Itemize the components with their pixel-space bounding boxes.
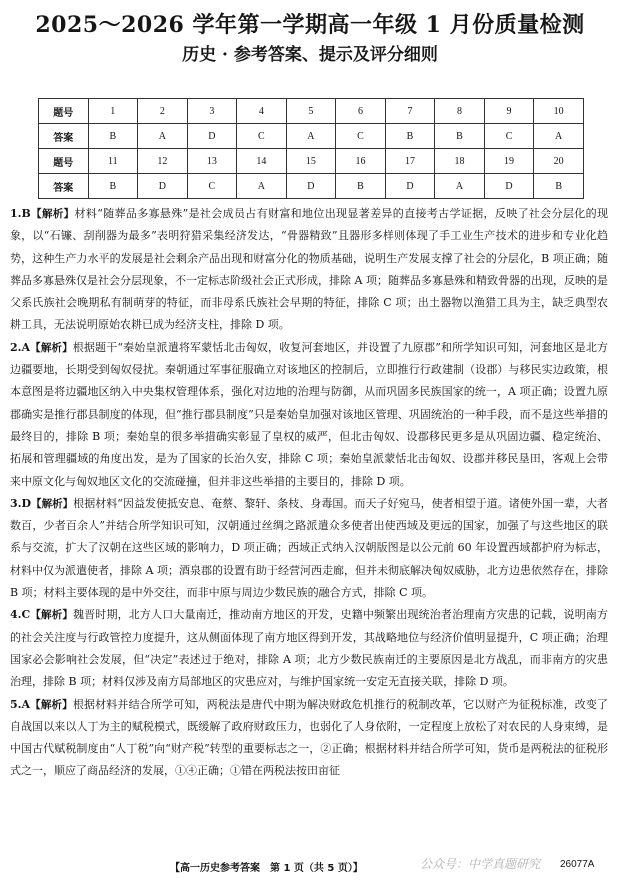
question-head: 5.A: [10, 697, 31, 711]
table-row-answers-1: [39, 124, 584, 149]
answer-cell: C: [484, 124, 534, 149]
row-label-number: 题号: [39, 99, 89, 124]
question-number: 16: [336, 149, 386, 174]
answer-cell: A: [138, 124, 188, 149]
explanation-text: 魏晋时期，北方人口大量南迁，推动南方地区的开发，史籍中频繁出现统治者治理南方灾患的记载，说明南方的社会关注度与行政管控力度提升，这从侧面体现了南方地区得到开发，其战略地位与经济价值明显提升，C 项正确；治理国家必会影响社会发展，但“决定”表述过于绝对，排除 A 项；北方少数民族南迁的主要原因是北方战乱，而非南方的灾患治理，排除 B 项；材料仅涉及南方局部地区的灾患应对，与维护国家统一安定无直接关联，排除 D 项。: [10, 608, 609, 689]
analysis-tag: 【解析】: [30, 341, 73, 354]
table-row-numbers-1: [39, 99, 584, 124]
explanation-text: 根据材料并结合所学可知，两税法是唐代中期为解决财政危机推行的税制改革，它以财产为征税标准，改变了自战国以来以人丁为主的赋税模式，既缓解了政府财政压力，也弱化了人身依附，一定程度上放松了对农民的人身束缚，是中国古代赋税制度由“人丁税”向“财产税”转型的重要标志之一，②正确；根据材料并结合所学可知，货币是两税法的征税形式之一，顺应了商品经济的发展，①④正确；①错在两税法按田亩征: [10, 697, 609, 778]
question-number: 17: [385, 149, 435, 174]
answer-cell: B: [88, 174, 138, 199]
answer-cell: B: [336, 174, 386, 199]
answer-cell: B: [534, 174, 584, 199]
answer-cell: D: [187, 124, 237, 149]
answer-cell: A: [286, 124, 336, 149]
question-number: 2: [138, 99, 188, 124]
question-number: 3: [187, 99, 237, 124]
answer-table: [38, 98, 584, 199]
question-head: 3.D: [10, 496, 32, 510]
question-head: 4.C: [10, 608, 31, 622]
row-label-answer: 答案: [39, 174, 89, 199]
explanations: [10, 203, 608, 783]
question-number: 8: [435, 99, 485, 124]
question-head: 1.B: [10, 207, 31, 220]
analysis-tag: 【解析】: [30, 698, 73, 711]
footer-page-label: 【高一历史参考答案 第 1 页（共 5 页）】: [170, 863, 363, 874]
analysis-tag: 【解析】: [30, 609, 73, 622]
answer-cell: C: [336, 124, 386, 149]
row-label-number: 题号: [39, 149, 89, 174]
question-number: 4: [237, 99, 287, 124]
answer-cell: A: [435, 174, 485, 199]
footer-code: 26077A: [560, 859, 595, 870]
answer-cell: B: [385, 124, 435, 149]
question-number: 13: [187, 149, 237, 174]
explanation-text: 根据材料“因益发使抵安息、奄蔡、黎轩、条枝、身毒国。而天子好宛马，使者相望于道。诸使外国一辈，大者数百，少者百余人”并结合所学知识可知，汉朝通过丝绸之路派遣众多使者出使西域及更远的国家，加强了与这些地区的联系与交流，扩大了汉朝在这些区域的影响力，D 项正确；西域正式纳入汉朝版图是以公元前 60 年设置西域都护府为标志，材料中仅为派遣使者，排除 A 项；酒泉郡的设置有助于经营河西走廊，但并未彻底解决匈奴威胁，北方边患依然存在，排除 B 项；材料主要体现的是中外交往，而非中原与周边少数民族的融合方式，排除 C 项。: [10, 496, 609, 600]
table-row-answers-2: [39, 174, 584, 199]
answer-cell: D: [484, 174, 534, 199]
question-number: 6: [336, 99, 386, 124]
question-number: 1: [88, 99, 138, 124]
question-number: 20: [534, 149, 584, 174]
explanation-item: [10, 604, 608, 693]
explanation-item: [10, 203, 608, 337]
explanation-item: [10, 493, 608, 604]
question-number: 5: [286, 99, 336, 124]
answer-cell: D: [385, 174, 435, 199]
question-head: 2.A: [10, 340, 31, 354]
page-footer: [0, 859, 620, 877]
question-number: 11: [88, 149, 138, 174]
question-number: 19: [484, 149, 534, 174]
answer-cell: A: [534, 124, 584, 149]
answer-cell: B: [435, 124, 485, 149]
question-number: 18: [435, 149, 485, 174]
row-label-answer: 答案: [39, 124, 89, 149]
analysis-tag: 【解析】: [30, 208, 75, 220]
page-title: 2025～2026 学年第一学期高一年级 1 月份质量检测: [35, 12, 585, 38]
explanation-item: [10, 337, 608, 493]
explanation-text: 根据题干“秦始皇派遣将军蒙恬北击匈奴，收复河套地区，并设置了九原郡”和所学知识可知，河套地区是北方边疆要地，长期受到匈奴侵扰。秦朝通过军事征服确立对该地区的控制后，立即推行行政建制（设郡）与移民实边政策，根本意图是将边疆地区纳入中央集权管理体系，强化对边地的治理与防御，从而巩固多民族国家的统一，A 项正确；设置九原郡确实是推行郡县制度的体现，但“推行郡县制度”只是秦始皇加强对该地区管理、巩固统治的一种手段，而不是这些举措的最终目的，排除 B 项；秦始皇的很多举措确实彰显了皇权的威严，但北击匈奴、设郡移民更多是从巩固边疆、稳定统治、拓展和管理疆域的角度出发，是为了国家的长治久安，排除 C 项；秦始皇派蒙恬北击匈奴、设郡并移民垦田，客观上会带来中原文化与匈奴地区文化的交流碰撞，但并非这些举措的主要目的，排除 D 项。: [10, 340, 608, 488]
question-number: 7: [385, 99, 435, 124]
question-number: 10: [534, 99, 584, 124]
answer-cell: B: [88, 124, 138, 149]
answer-cell: C: [237, 124, 287, 149]
answer-cell: A: [237, 174, 287, 199]
answer-cell: D: [138, 174, 188, 199]
question-number: 15: [286, 149, 336, 174]
explanation-item: [10, 694, 608, 783]
analysis-tag: 【解析】: [31, 497, 74, 510]
question-number: 12: [138, 149, 188, 174]
footer-watermark: 公众号：中学真题研究: [420, 857, 541, 871]
answer-cell: C: [187, 174, 237, 199]
question-number: 9: [484, 99, 534, 124]
explanation-text: 材料“随葬品多寡悬殊”是社会成员占有财富和地位出现显著差异的直接考古学证据，反映了社会分层化的现象，以“石镰、刮削器为最多”表明狩猎采集经济发达，“骨器精致”且器形多样则体现了手工业生产技术的进步和专业化趋势，这种生产力水平的发展是社会剩余产品出现和财富分化的物质基础，说明生产发展支撑了社会的分层化，B 项正确；随葬品多寡悬殊仅是社会分层现象，不一定标志阶级社会正式形成，排除 A 项；随葬品多寡悬殊和精致骨器的出现，反映的是父系氏族社会晚期私有制萌芽的特征，而非母系氏族社会早期的特征，排除 C 项；出土器物以渔猎工具为主，缺乏典型农耕工具，无法说明原始农耕已成为经济支柱，排除 D 项。: [10, 207, 609, 332]
page-subtitle: 历史 · 参考答案、提示及评分细则: [182, 45, 438, 65]
answer-cell: D: [286, 174, 336, 199]
table-row-numbers-2: [39, 149, 584, 174]
question-number: 14: [237, 149, 287, 174]
